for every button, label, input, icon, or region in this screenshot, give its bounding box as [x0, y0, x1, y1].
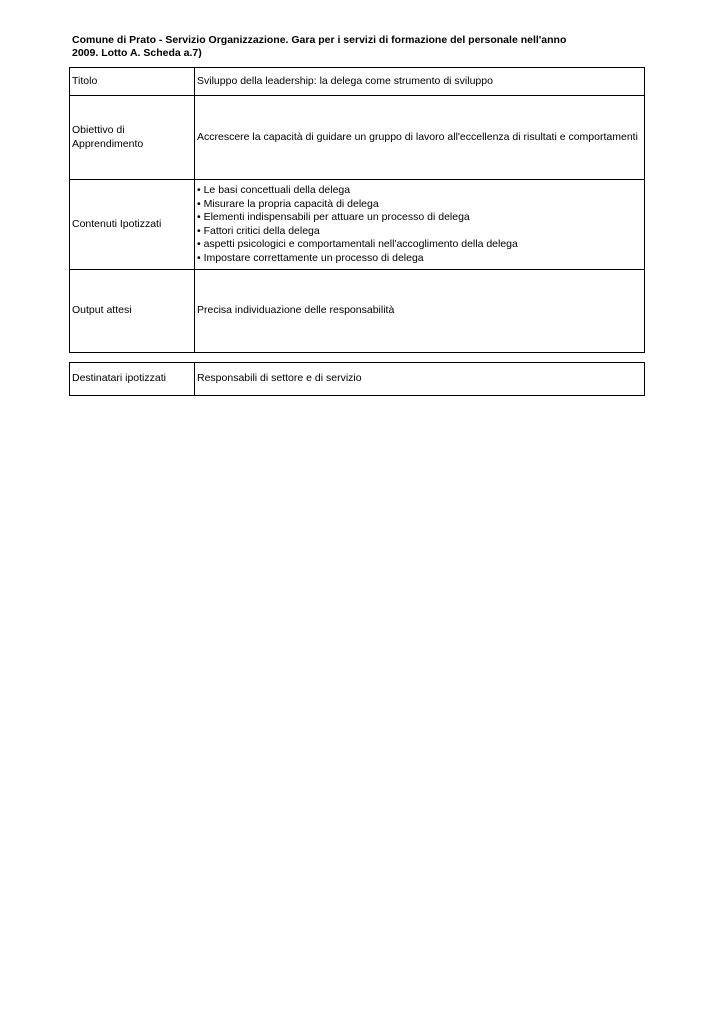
header-line-1: Comune di Prato - Servizio Organizzazione. Gara per i servizi di formazione del personale nell'anno	[72, 34, 567, 46]
destinatari-table	[69, 362, 645, 396]
titolo-label: Titolo	[70, 68, 195, 96]
destinatari-value: Responsabili di settore e di servizio	[195, 363, 645, 396]
output-value: Precisa individuazione delle responsabilità	[195, 270, 645, 353]
document-header	[72, 34, 632, 59]
obiettivo-label-line-1: Obiettivo di	[72, 124, 125, 136]
table-row-destinatari	[70, 363, 645, 396]
header-line-2: 2009. Lotto A. Scheda a.7)	[72, 46, 202, 59]
contenuti-value	[195, 180, 645, 270]
titolo-value: Sviluppo della leadership: la delega come strumento di sviluppo	[195, 68, 645, 96]
contenuti-item: • aspetti psicologici e comportamentali nell'accoglimento della delega	[197, 238, 518, 250]
contenuti-item: • Misurare la propria capacità di delega	[197, 197, 379, 210]
obiettivo-label	[70, 96, 195, 180]
table-row-contenuti	[70, 180, 645, 270]
destinatari-label: Destinatari ipotizzati	[70, 363, 195, 396]
contenuti-item: • Impostare correttamente un processo di delega	[197, 251, 424, 264]
contenuti-item: • Elementi indispensabili per attuare un processo di delega	[197, 211, 470, 223]
table-row-output	[70, 270, 645, 353]
output-label: Output attesi	[70, 270, 195, 353]
table-row-obiettivo	[70, 96, 645, 180]
contenuti-label: Contenuti Ipotizzati	[70, 180, 195, 270]
course-details-table	[69, 67, 645, 353]
contenuti-item: • Fattori critici della delega	[197, 224, 320, 237]
table-row-titolo	[70, 68, 645, 96]
obiettivo-value: Accrescere la capacità di guidare un gruppo di lavoro all'eccellenza di risultati e comportamenti	[195, 96, 645, 180]
obiettivo-label-line-2: Apprendimento	[72, 137, 144, 150]
contenuti-item: • Le basi concettuali della delega	[197, 184, 351, 196]
